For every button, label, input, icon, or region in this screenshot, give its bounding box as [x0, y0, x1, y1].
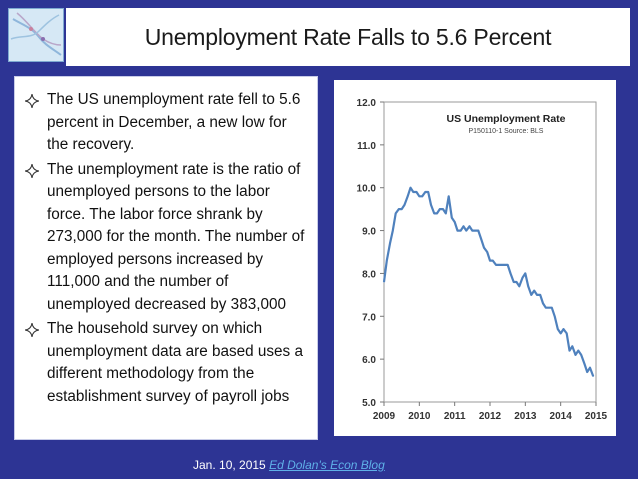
data-point [563, 329, 564, 330]
data-point [510, 273, 511, 274]
y-tick-label: 10.0 [356, 183, 376, 195]
data-point [542, 303, 543, 304]
map-logo-icon [9, 9, 63, 61]
footer-date: Jan. 10, 2015 [193, 458, 266, 472]
data-point [498, 264, 499, 265]
data-point [593, 376, 594, 377]
data-point [475, 230, 476, 231]
data-point [454, 221, 455, 222]
data-point [587, 371, 588, 372]
data-point [439, 209, 440, 210]
star-bullet-icon [25, 318, 47, 345]
bullet-text: The US unemployment rate fell to 5.6 percent in December, a new low for the recovery. [47, 91, 301, 153]
chart-subtitle: P150110-1 Source: BLS [468, 128, 544, 135]
x-tick-label: 2010 [408, 411, 431, 422]
data-point [430, 204, 431, 205]
page-title: Unemployment Rate Falls to 5.6 Percent [144, 23, 552, 50]
data-point [389, 243, 390, 244]
data-point [407, 196, 408, 197]
plot-area [384, 102, 596, 402]
data-point [516, 281, 517, 282]
y-tick-label: 12.0 [356, 98, 376, 109]
data-point [557, 329, 558, 330]
data-point [434, 213, 435, 214]
y-tick-label: 11.0 [357, 140, 376, 152]
data-point [436, 213, 437, 214]
data-point [528, 286, 529, 287]
data-point [413, 191, 414, 192]
data-point [463, 226, 464, 227]
data-point [395, 213, 396, 214]
data-point [536, 294, 537, 295]
bullet-text: The unemployment rate is the ratio of unemployed persons to the labor force. The labor force shrank by 273,000 for the month. The number of employed persons increased by 111,000 and the number of unemployed decreased by 383,000 [47, 160, 305, 313]
data-point [392, 230, 393, 231]
data-point [487, 251, 488, 252]
x-tick-label: 2009 [372, 411, 396, 422]
data-point [554, 316, 555, 317]
data-point [383, 281, 384, 282]
data-point [578, 350, 579, 351]
data-point [410, 187, 411, 188]
footer [193, 458, 385, 472]
blog-link[interactable]: Ed Dolan's Econ Blog [269, 458, 385, 472]
data-point [466, 230, 467, 231]
data-point [566, 333, 567, 334]
unemployment-chart [334, 80, 616, 436]
x-tick-label: 2015 [584, 411, 608, 422]
data-point [501, 264, 502, 265]
data-point [522, 277, 523, 278]
data-point [442, 209, 443, 210]
bullet-item [25, 159, 309, 317]
x-tick-label: 2011 [443, 411, 466, 422]
data-point [545, 307, 546, 308]
data-point [416, 191, 417, 192]
data-point [460, 230, 461, 231]
data-point [504, 264, 505, 265]
data-point [481, 239, 482, 240]
data-point [513, 281, 514, 282]
x-tick-label: 2012 [478, 411, 502, 422]
data-point [575, 354, 576, 355]
data-point [425, 191, 426, 192]
data-point [589, 367, 590, 368]
series-line [384, 188, 593, 377]
data-point [451, 217, 452, 218]
data-point [531, 294, 532, 295]
data-point [534, 290, 535, 291]
data-point [448, 196, 449, 197]
star-bullet-icon [25, 89, 47, 116]
data-point [404, 204, 405, 205]
data-point [401, 209, 402, 210]
y-tick-label: 8.0 [362, 269, 376, 281]
data-point [495, 264, 496, 265]
y-tick-label: 9.0 [362, 226, 376, 238]
title-banner [66, 8, 630, 66]
y-tick-label: 7.0 [362, 312, 376, 324]
data-point [548, 307, 549, 308]
data-point [386, 260, 387, 261]
data-point [525, 273, 526, 274]
data-point [551, 307, 552, 308]
star-bullet-icon [25, 159, 47, 186]
y-tick-label: 6.0 [362, 355, 376, 367]
data-point [422, 196, 423, 197]
bullet-item [25, 89, 309, 157]
data-point [507, 264, 508, 265]
data-point [489, 260, 490, 261]
data-point [428, 191, 429, 192]
data-point [540, 294, 541, 295]
data-point [483, 247, 484, 248]
bullet-item [25, 318, 309, 408]
data-point [560, 333, 561, 334]
data-point [569, 350, 570, 351]
data-point [457, 230, 458, 231]
data-point [469, 226, 470, 227]
data-point [492, 260, 493, 261]
data-point [519, 286, 520, 287]
bullet-text: The household survey on which unemployment data are based uses a different methodology from the establishment survey of payroll jobs [47, 320, 303, 405]
chart-title: US Unemployment Rate [446, 113, 566, 125]
data-point [581, 354, 582, 355]
logo [8, 8, 64, 62]
data-point [584, 363, 585, 364]
chart-panel [334, 80, 616, 436]
x-tick-label: 2013 [514, 411, 537, 422]
data-point [478, 230, 479, 231]
data-point [419, 196, 420, 197]
data-point [398, 209, 399, 210]
data-point [472, 230, 473, 231]
x-tick-label: 2014 [549, 411, 572, 422]
y-tick-label: 5.0 [362, 398, 376, 409]
data-point [445, 213, 446, 214]
data-point [572, 346, 573, 347]
bullet-list [14, 76, 318, 440]
